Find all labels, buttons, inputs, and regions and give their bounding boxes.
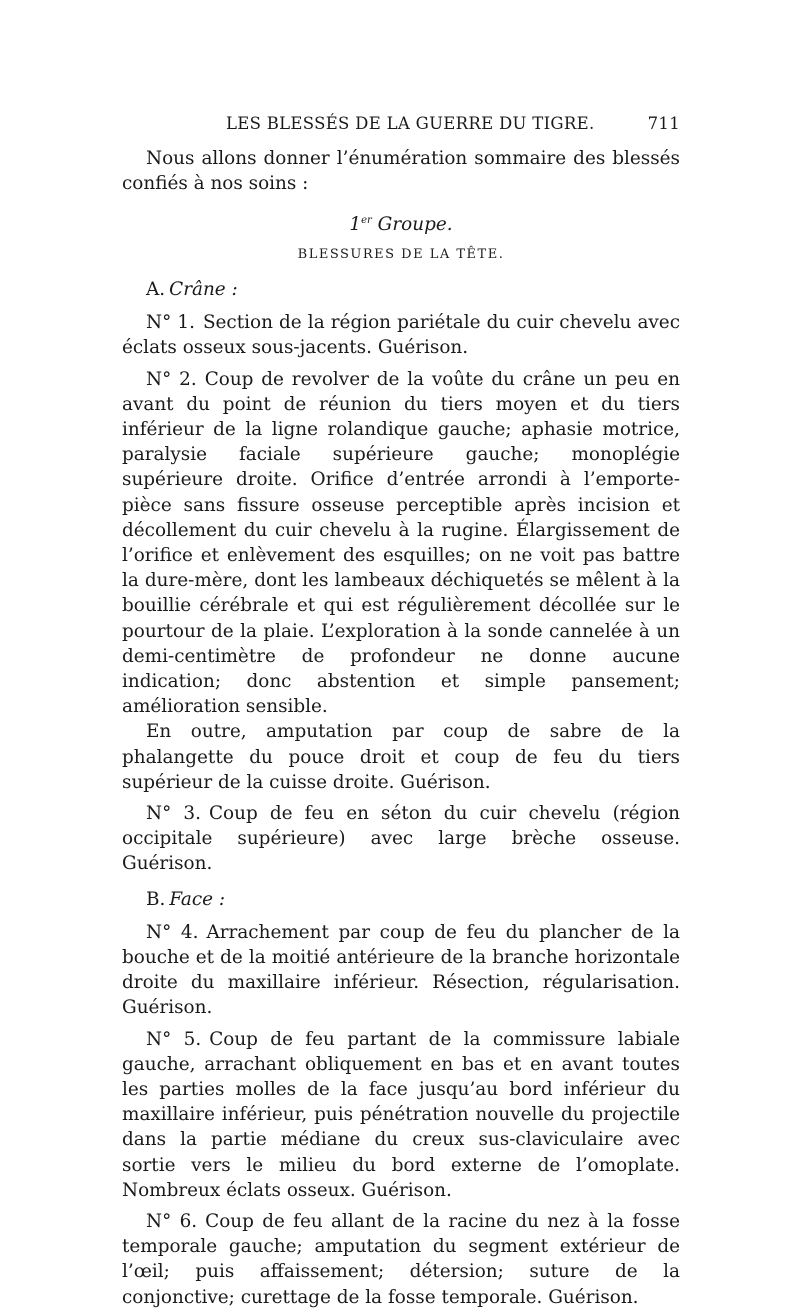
case-text: Coup de feu partant de la commissure labiale gauche, arrachant obliquement en bas et en avant toutes les parties molles de la face jusqu’au bord inférieur du maxillaire inférieur, puis pénétration nouvelle du projectile dans la partie médiane du creux sus-claviculaire avec sortie vers le milieu du bord externe de l’omoplate. Nombreux éclats osseux. Guérison.: [122, 1028, 680, 1201]
group-ordinal: 1: [349, 214, 362, 236]
case-number: N° 1.: [146, 312, 195, 334]
subsection-label: Crâne :: [169, 278, 238, 300]
case-number: N° 4.: [146, 921, 199, 943]
case-entry: [122, 801, 680, 877]
case-text: Section de la région pariétale du cuir chevelu avec éclats osseux sous-jacents. Guérison.: [122, 312, 680, 359]
intro-paragraph: Nous allons donner l’énumération sommaire des blessés confiés à nos soins :: [122, 148, 680, 195]
running-header: [122, 114, 680, 142]
group-heading: [122, 208, 680, 237]
case-entry: [122, 1209, 680, 1310]
subsection-heading-crane: [122, 277, 680, 302]
case-text: Coup de feu en séton du cuir chevelu (région occipitale supérieure) avec large brèche osseuse. Guérison.: [122, 803, 680, 875]
case-text: Coup de feu allant de la racine du nez à la fosse temporale gauche; amputation du segment extérieur de l’œil; puis affaissement; détersion; suture de la conjonctive; curettage de la fosse temporale. Guérison.: [122, 1211, 680, 1308]
running-title: LES BLESSÉS DE LA GUERRE DU TIGRE.: [226, 114, 595, 133]
case-text: Arrachement par coup de feu du plancher de la bouche et de la moitié antérieure de la branche horizontale droite du maxillaire inférieur. Résection, régularisation. Guérison.: [122, 921, 680, 1019]
page-number: 711: [647, 114, 680, 133]
case-continuation: En outre, amputation par coup de sabre de la phalangette du pouce droit et coup de feu du tiers supérieur de la cuisse droite. Guérison.: [122, 721, 680, 793]
case-number: N° 6.: [146, 1211, 198, 1233]
case-number: N° 2.: [146, 368, 197, 390]
case-entry: [122, 367, 680, 720]
case-entry: [122, 310, 680, 360]
case-number: N° 3.: [146, 803, 201, 824]
case-text: Coup de revolver de la voûte du crâne un peu en avant du point de réunion du tiers moyen et du tiers inférieur de la ligne rolandique gauche; aphasie motrice, paralysie faciale supérieure gauche; monoplégie supérieure droite. Orifice d’entrée arrondi à l’emporte-pièce sans fissure osseuse perceptible après incision et décollement du cuir chevelu à la rugine. Élargissement de l’orifice et enlèvement des esquilles; on ne voit pas battre la dure-mère, dont les lambeaux déchiquetés se mêlent à la bouillie cérébrale et qui est régulièrement décollée sur le pourtour de la plaie. L’exploration à la sonde cannelée à un demi-centimètre de profondeur ne donne aucune indication; donc abstention et simple pansement; amélioration sensible.: [122, 368, 681, 718]
subsection-letter: A.: [146, 278, 166, 300]
page-body: [122, 146, 680, 1316]
subsection-letter: B.: [146, 888, 166, 910]
group-ordinal-suffix: er: [361, 215, 372, 227]
case-number: N° 5.: [146, 1028, 202, 1050]
subsection-label: Face :: [169, 888, 226, 910]
section-heading: BLESSURES DE LA TÊTE.: [297, 246, 505, 262]
subsection-heading-face: [122, 887, 680, 912]
case-entry: [122, 920, 680, 1021]
case-entry: [122, 1027, 680, 1203]
group-label: Groupe.: [377, 214, 453, 236]
